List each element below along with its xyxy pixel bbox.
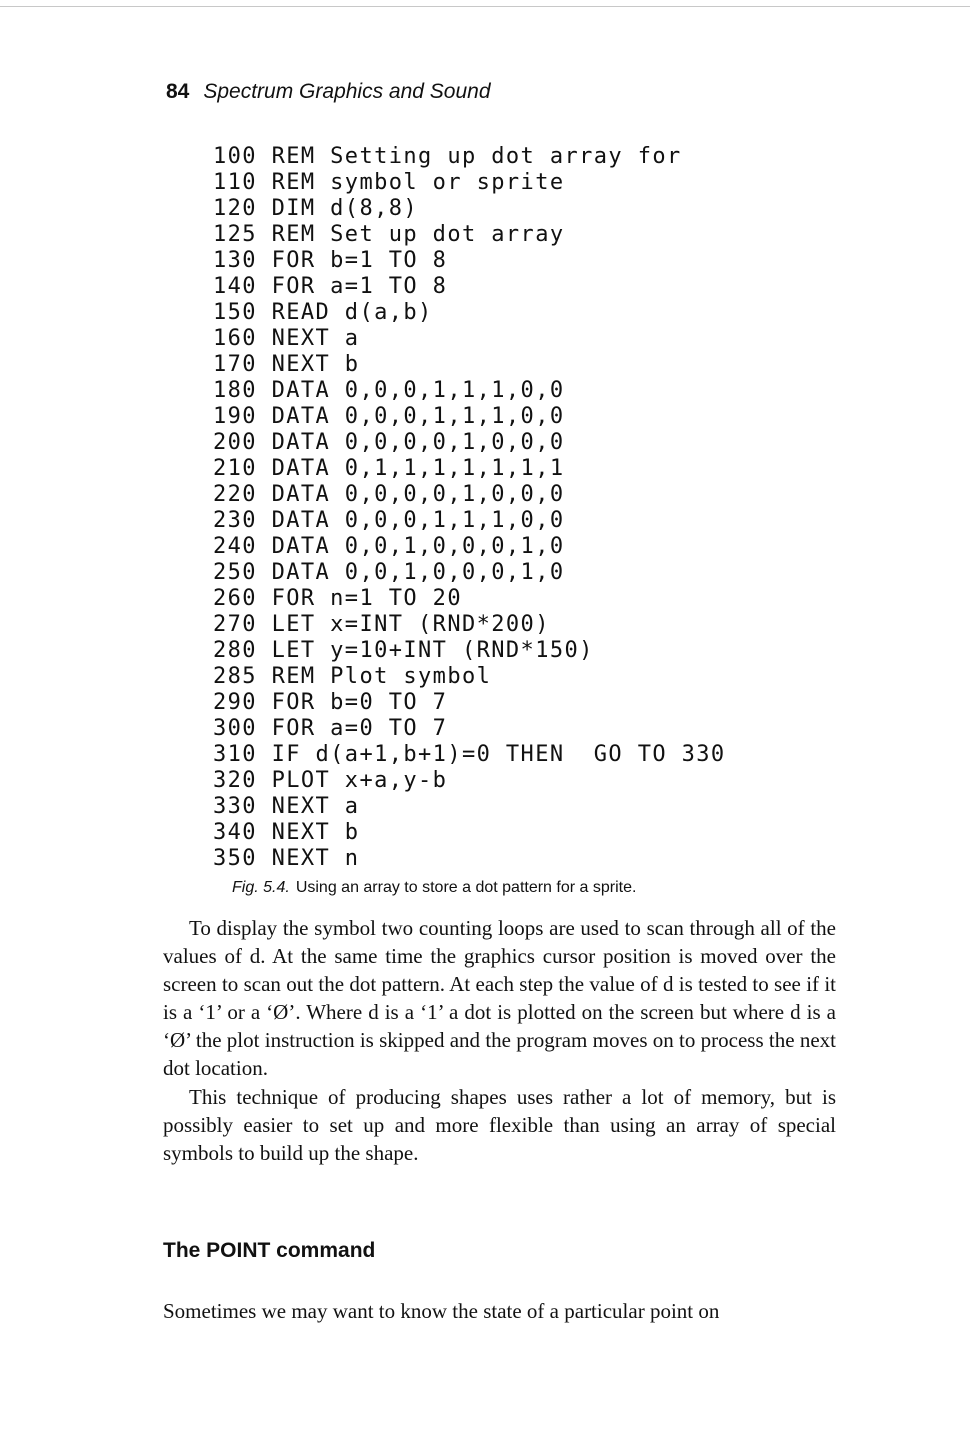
code-line: 250 DATA 0,0,1,0,0,0,1,0: [213, 560, 565, 585]
top-edge-rule: [0, 6, 970, 7]
code-line: 260 FOR n=1 TO 20: [213, 586, 462, 611]
code-line: 200 DATA 0,0,0,0,1,0,0,0: [213, 430, 565, 455]
book-title: Spectrum Graphics and Sound: [203, 80, 491, 103]
body-paragraph-2: This technique of producing shapes uses rather a lot of memory, but is possibly easier to set up and more flexible than using an array of special symbols to build up the shape.: [163, 1085, 836, 1165]
code-line: 130 FOR b=1 TO 8: [213, 248, 448, 273]
code-line: 100 REM Setting up dot array for: [213, 144, 682, 169]
body-paragraph-1: To display the symbol two counting loops are used to scan through all of the values of d. At the same time the graphics cursor position is moved over the screen to scan out the dot pattern. At each step the value of d is tested to see if it is a ‘1’ or a ‘Ø’. Where d is a ‘1’ a dot is plotted on the screen but where d is a ‘Ø’ the plot instruction is skipped and the program moves on to process the next dot location.: [163, 916, 836, 1080]
code-line: 230 DATA 0,0,0,1,1,1,0,0: [213, 508, 565, 533]
code-line: 300 FOR a=0 TO 7: [213, 716, 448, 741]
code-line: 285 REM Plot symbol: [213, 664, 492, 689]
code-line: 110 REM symbol or sprite: [213, 170, 565, 195]
code-line: 240 DATA 0,0,1,0,0,0,1,0: [213, 534, 565, 559]
code-line: 330 NEXT a: [213, 794, 360, 819]
page-number: 84: [166, 80, 190, 103]
figure-caption: [232, 879, 636, 897]
code-line: 280 LET y=10+INT (RND*150): [213, 638, 594, 663]
code-line: 180 DATA 0,0,0,1,1,1,0,0: [213, 378, 565, 403]
figure-label: Fig. 5.4.: [232, 879, 290, 896]
code-line: 150 READ d(a,b): [213, 300, 433, 325]
code-line: 350 NEXT n: [213, 846, 360, 871]
code-line: 160 NEXT a: [213, 326, 360, 351]
code-line: 290 FOR b=0 TO 7: [213, 690, 448, 715]
figure-caption-text: Using an array to store a dot pattern for a sprite.: [295, 879, 637, 896]
code-line: 140 FOR a=1 TO 8: [213, 274, 448, 299]
code-line: 125 REM Set up dot array: [213, 222, 565, 247]
code-line: 270 LET x=INT (RND*200): [213, 612, 550, 637]
basic-program-listing: [213, 144, 726, 872]
code-line: 340 NEXT b: [213, 820, 360, 845]
code-line: 120 DIM d(8,8): [213, 196, 419, 221]
running-head: [166, 80, 491, 104]
code-line: 190 DATA 0,0,0,1,1,1,0,0: [213, 404, 565, 429]
code-line: 320 PLOT x+a,y-b: [213, 768, 448, 793]
code-line: 170 NEXT b: [213, 352, 360, 377]
code-line: 210 DATA 0,1,1,1,1,1,1,1: [213, 456, 565, 481]
body-paragraph-3: Sometimes we may want to know the state of a particular point on: [163, 1299, 720, 1323]
code-line: 310 IF d(a+1,b+1)=0 THEN GO TO 330: [213, 742, 726, 767]
code-line: 220 DATA 0,0,0,0,1,0,0,0: [213, 482, 565, 507]
section-heading: The POINT command: [163, 1239, 376, 1262]
